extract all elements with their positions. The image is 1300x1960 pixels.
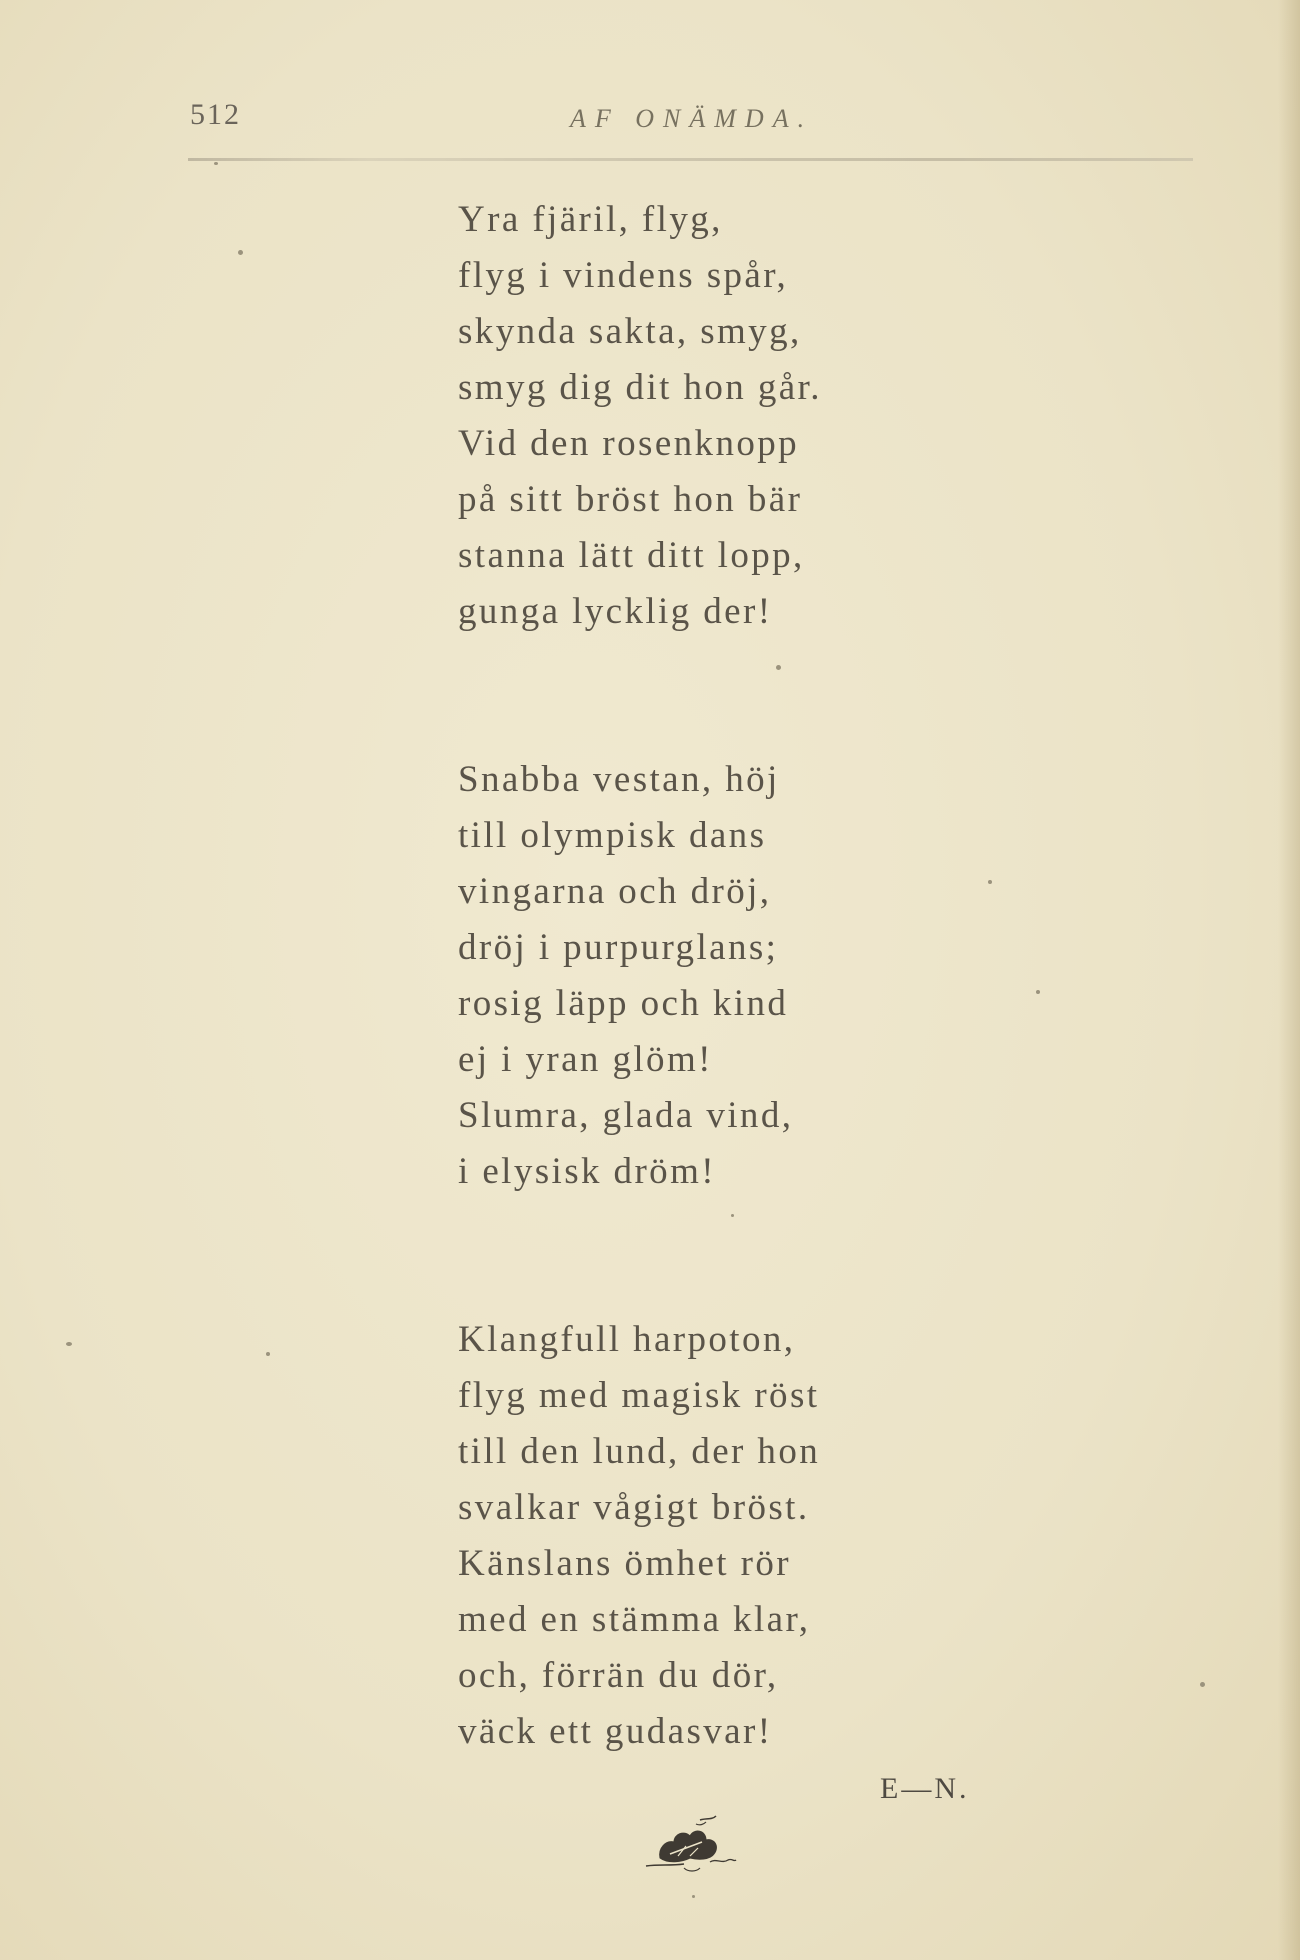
stanza-3 [458,1312,978,1760]
paper-speck [692,1895,695,1898]
paper-speck [66,1342,72,1346]
running-head: AF ONÄMDA. [570,104,814,133]
poem-line: på sitt bröst hon bär [458,479,803,520]
poem-line: ej i yran glöm! [458,1039,713,1080]
poem-line: i elysisk dröm! [458,1151,716,1192]
author-signature: E—N. [880,1772,970,1805]
paper-speck [988,880,992,884]
poem-line: smyg dig dit hon går. [458,367,822,408]
poem-line: Snabba vestan, höj [458,759,780,800]
paper-speck [731,1214,734,1217]
paper-speck [238,250,243,255]
poem-line: med en stämma klar, [458,1599,811,1640]
paper-speck [266,1352,270,1356]
poem-line: svalkar vågigt bröst. [458,1487,810,1528]
page-number: 512 [190,98,241,131]
poem-line: till den lund, der hon [458,1431,821,1472]
poem [458,192,978,1760]
poem-line: Klangfull harpoton, [458,1319,796,1360]
poem-line: vingarna och dröj, [458,871,772,912]
stanza-2 [458,752,978,1200]
header-rule [188,158,1193,161]
poem-line: Vid den rosenknopp [458,423,800,464]
poem-line: Slumra, glada vind, [458,1095,794,1136]
poem-line: till olympisk dans [458,815,767,856]
paper-speck [1200,1682,1205,1687]
poem-line: skynda sakta, smyg, [458,311,802,352]
poem-line: rosig läpp och kind [458,983,789,1024]
poem-line: gunga lycklig der! [458,591,773,632]
paper-speck [776,665,781,670]
poem-line: Känslans ömhet rör [458,1543,791,1584]
paper-speck [214,162,218,165]
poem-line: väck ett gudasvar! [458,1711,773,1752]
poem-line: flyg i vindens spår, [458,255,789,296]
stanza-1 [458,192,978,640]
poem-line: stanna lätt ditt lopp, [458,535,805,576]
leaf-vignette-icon [640,1812,740,1884]
paper-speck [1036,990,1040,994]
poem-line: dröj i purpurglans; [458,927,779,968]
poem-line: flyg med magisk röst [458,1375,820,1416]
page-edge-shadow [1278,0,1300,1960]
poem-line: Yra fjäril, flyg, [458,199,723,240]
poem-line: och, förrän du dör, [458,1655,779,1696]
